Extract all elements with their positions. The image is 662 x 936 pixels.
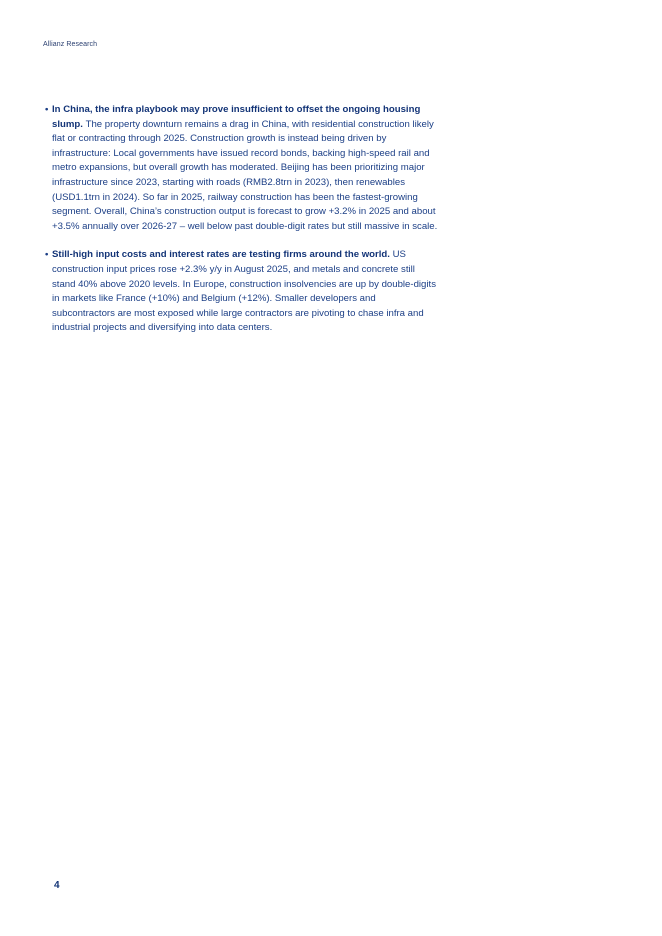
bullet-lead-text: Still-high input costs and interest rates are testing firms around the world.	[52, 249, 393, 261]
bullet-china-infrastructure	[45, 103, 440, 234]
bullet-lead-text: In China, the infra playbook may prove insufficient to offset the ongoing housing slump.	[52, 104, 421, 130]
report-header: Allianz Research	[43, 41, 98, 48]
bullet-marker: •	[45, 104, 49, 115]
page-number: 4	[54, 880, 60, 891]
bullet-body-text: US construction input prices rose +2.3% y/y in August 2025, and metals and concrete still stand 40% above 2020 levels. In Europe, construction insolvencies are up by double-digits in markets like France (+10%) and Belgium (+12%). Smaller developers and subcontractors are most exposed while large contractors are pivoting to chase infra and industrial projects and diversifying into data centers.	[52, 249, 436, 334]
main-content	[45, 103, 440, 350]
bullet-marker: •	[45, 249, 49, 261]
bullet-body-text: The property downturn remains a drag in China, with residential construction likely flat or contracting through 2025. Construction growth is instead being driven by infrastructure: Local governments have issued record bonds, backing high-speed rail and metro expansions, but overall growth has moderated. Beijing has been prioritizing major infrastructure since 2023, starting with roads (RMB2.8trn in 2023), then renewables (USD1.1trn in 2024). So far in 2025, railway construction has been the fastest-growing segment. Overall, China’s construction output is forecast to grow +3.2% in 2025 and about +3.5% annually over 2026-27 – well below past double-digit rates but still massive in scale.	[52, 118, 438, 232]
bullet-input-costs	[45, 248, 440, 336]
